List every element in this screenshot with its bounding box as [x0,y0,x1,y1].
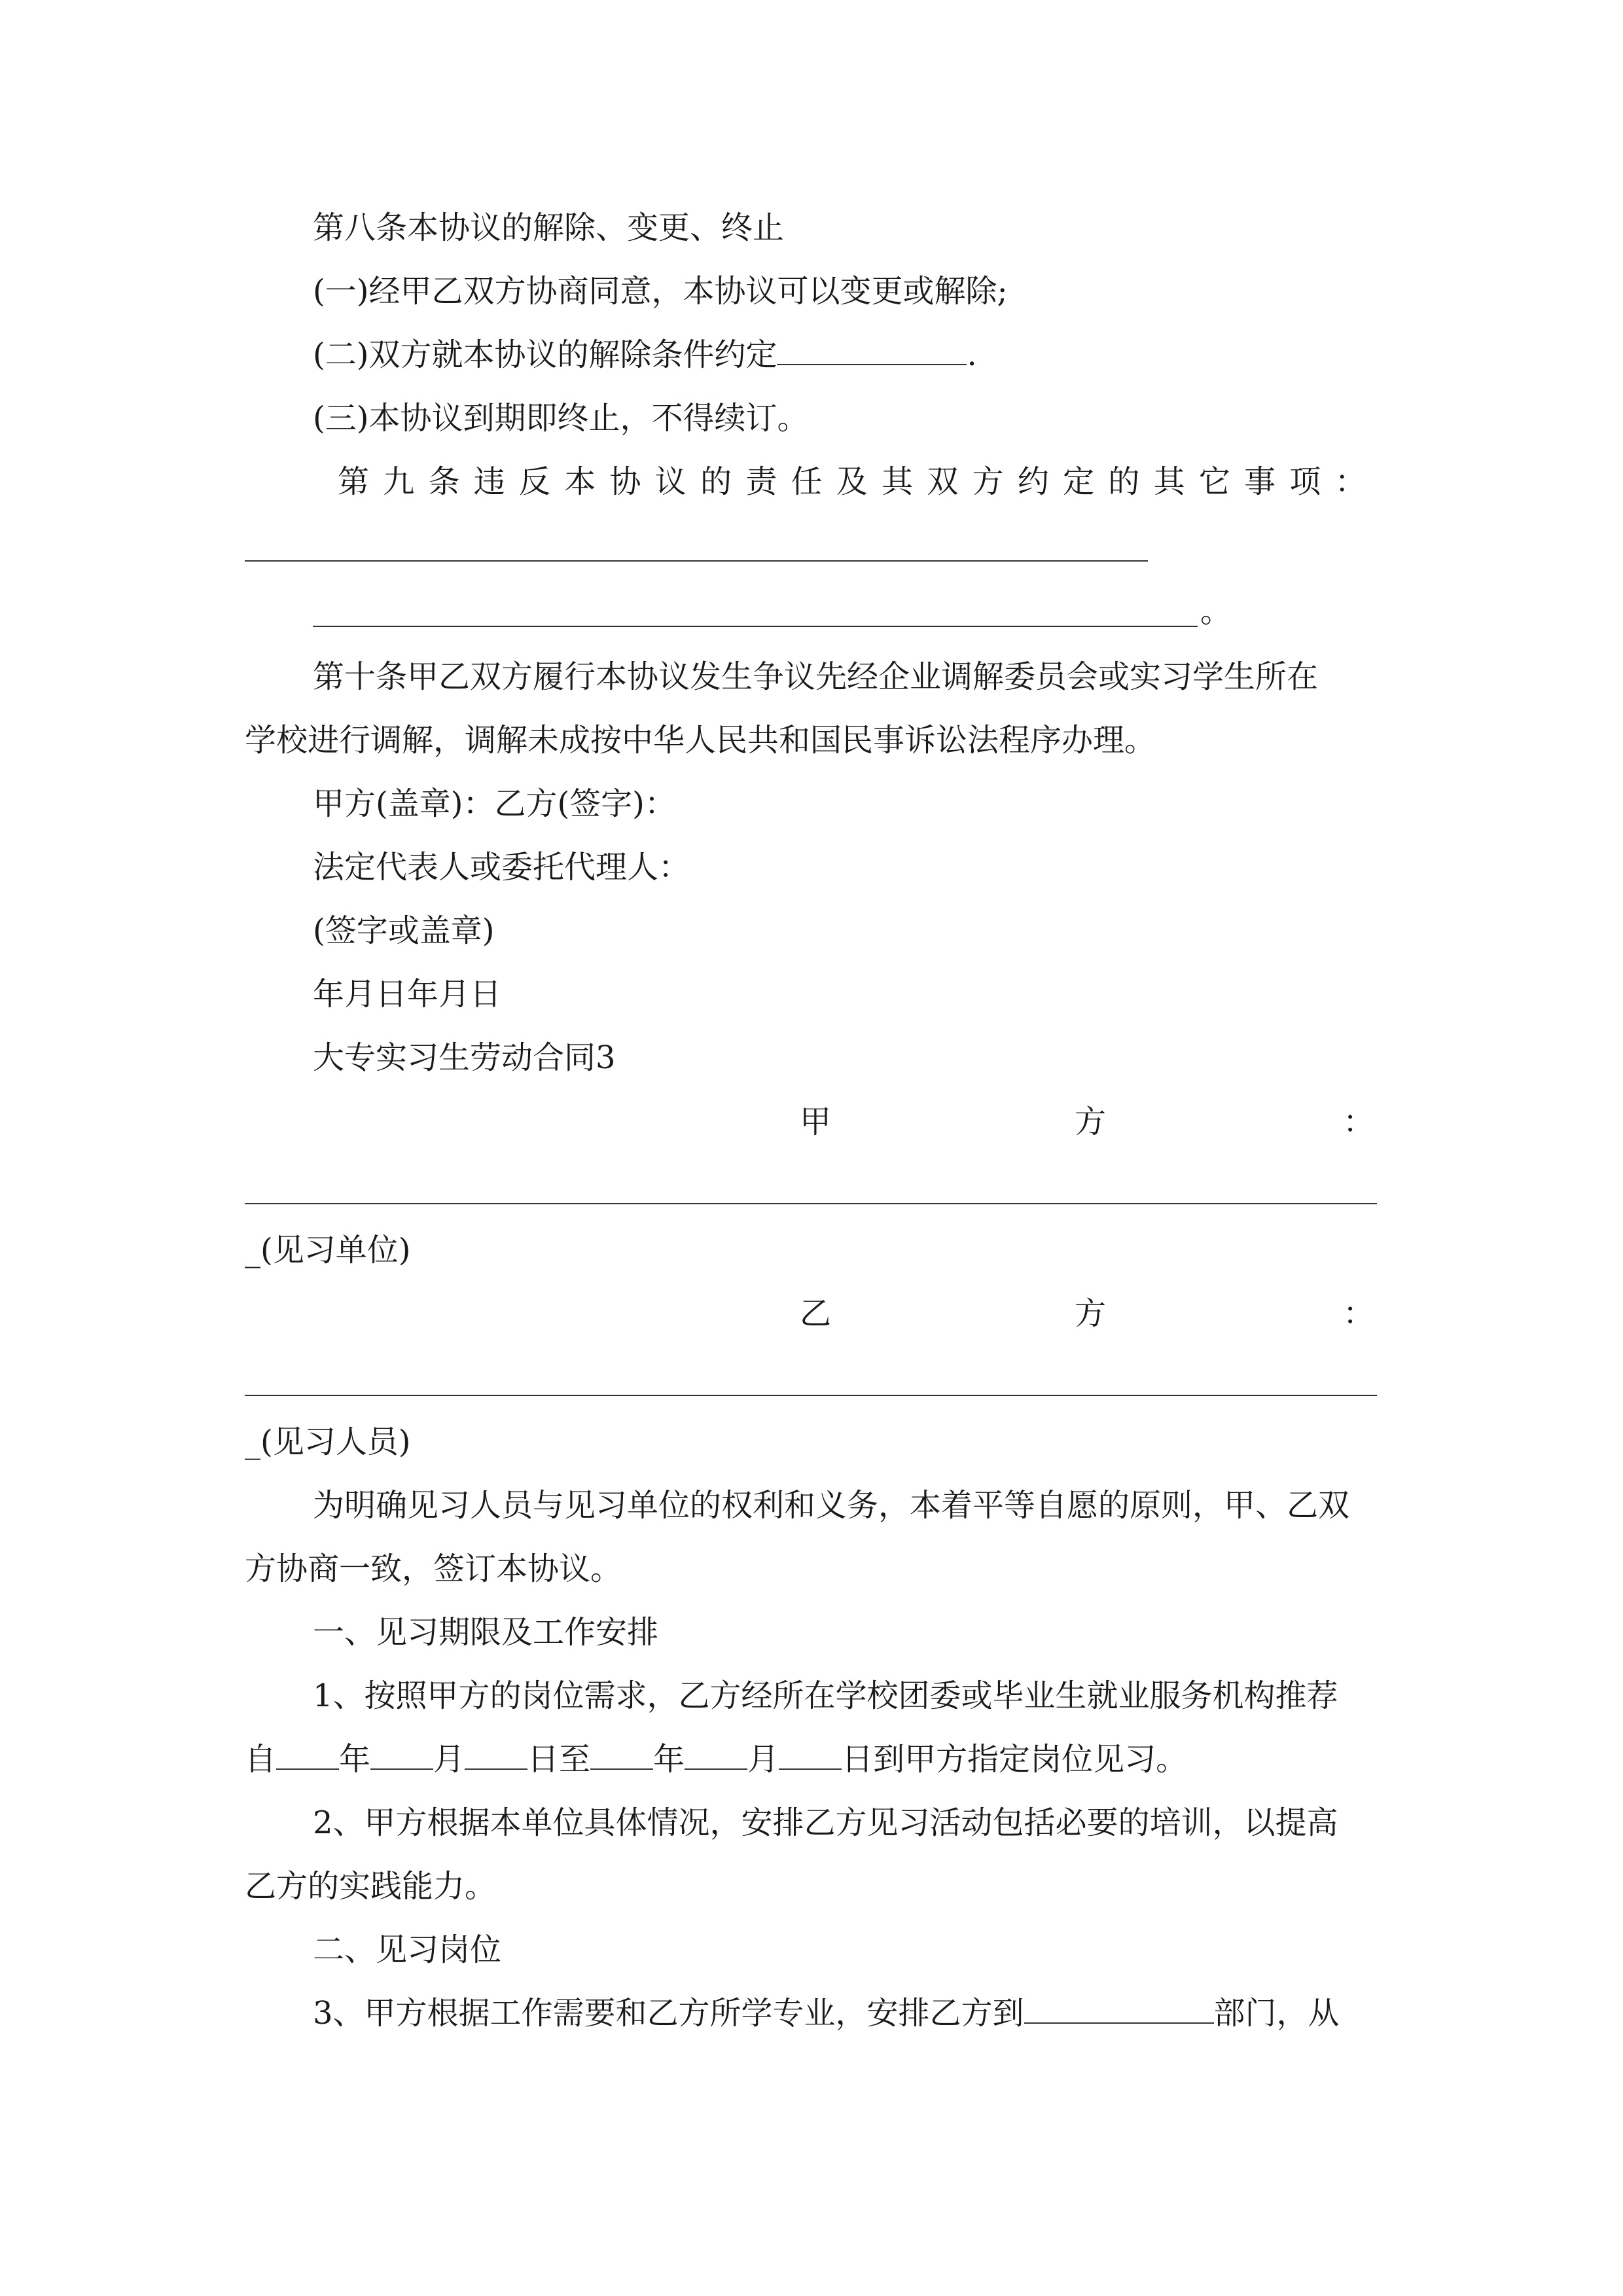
month-blank [370,1740,433,1770]
text-month: 月 [433,1741,465,1778]
item-2-line-1: 2、甲方根据本单位具体情况，安排乙方见习活动包括必要的培训，以提高 [313,1804,1338,1841]
party-b-label [0,1294,1623,1333]
text-zi: 自 [245,1741,277,1778]
article-10-line-2: 学校进行调解，调解未成按中华人民共和国民事诉讼法程序办理。 [245,722,1156,759]
day-blank [465,1740,527,1770]
text-end: 日到甲方指定岗位见习。 [842,1741,1188,1778]
signature-parties: 甲方(盖章)：乙方(签字)： [313,785,676,822]
item-3-line-1 [313,1994,1340,2033]
text-month: 月 [747,1741,779,1778]
party-b-char-2: 方 [1075,1295,1107,1332]
fill-line [245,560,1148,562]
item-3-text: 3、甲方根据工作需要和乙方所学专业，安排乙方到 [313,1995,1024,2032]
item-2-line-2: 乙方的实践能力。 [245,1868,497,1905]
party-b-char-1: 乙 [800,1295,832,1332]
text-day-to: 日至 [527,1741,591,1778]
party-a-colon: ： [1343,1103,1375,1140]
article-8-item-2 [313,335,977,374]
contract-title: 大专实习生劳动合同3 [313,1039,616,1076]
party-b-fill-line [245,1395,1377,1396]
intro-line-2: 方协商一致，签订本协议。 [245,1551,622,1587]
item-1-line-1: 1、按照甲方的岗位需求，乙方经所在学校团委或毕业生就业服务机构推荐 [313,1677,1338,1714]
article-8-item-3: (三)本协议到期即终止，不得续订。 [313,400,809,437]
article-8-item-2-end: . [967,336,977,373]
section-1-title: 一、见习期限及工作安排 [313,1614,659,1651]
party-a-char-2: 方 [1075,1103,1107,1140]
party-a-note: _(见习单位) [245,1232,411,1268]
signature-date: 年月日年月日 [313,976,502,1013]
article-9-end-mark: 。 [1200,593,1232,630]
article-9-title: 第 九 条 违 反 本 协 议 的 责 任 及 其 双 方 约 定 的 其 它 事 项 ： [338,463,1368,500]
fill-line [313,626,1198,627]
article-8-item-2-text: (二)双方就本协议的解除条件约定 [313,336,777,373]
text-year: 年 [339,1741,371,1778]
intro-line-1: 为明确见习人员与见习单位的权利和义务，本着平等自愿的原则，甲、乙双 [313,1487,1350,1524]
fill-blank [777,335,967,365]
party-b-colon: ： [1343,1295,1375,1332]
day-blank [779,1740,842,1770]
article-8-title: 第八条本协议的解除、变更、终止 [313,209,785,246]
year-blank [276,1740,339,1770]
signature-sign-or-seal: (签字或盖章) [313,912,495,949]
department-blank [1024,1994,1214,2024]
party-a-label [0,1102,1623,1141]
item-3-end: 部门，从 [1213,1995,1340,2032]
article-10-line-1: 第十条甲乙双方履行本协议发生争议先经企业调解委员会或实习学生所在 [313,658,1319,695]
party-b-note: _(见习人员) [245,1424,411,1460]
party-a-fill-line [245,1203,1377,1204]
signature-representative: 法定代表人或委托代理人： [313,849,690,886]
item-1-line-2 [245,1740,1187,1779]
section-2-title: 二、见习岗位 [313,1931,502,1968]
month-blank [685,1740,747,1770]
year-blank [590,1740,653,1770]
text-year: 年 [653,1741,685,1778]
party-a-char-1: 甲 [800,1103,832,1140]
article-8-item-1: (一)经甲乙双方协商同意，本协议可以变更或解除; [313,273,1008,310]
